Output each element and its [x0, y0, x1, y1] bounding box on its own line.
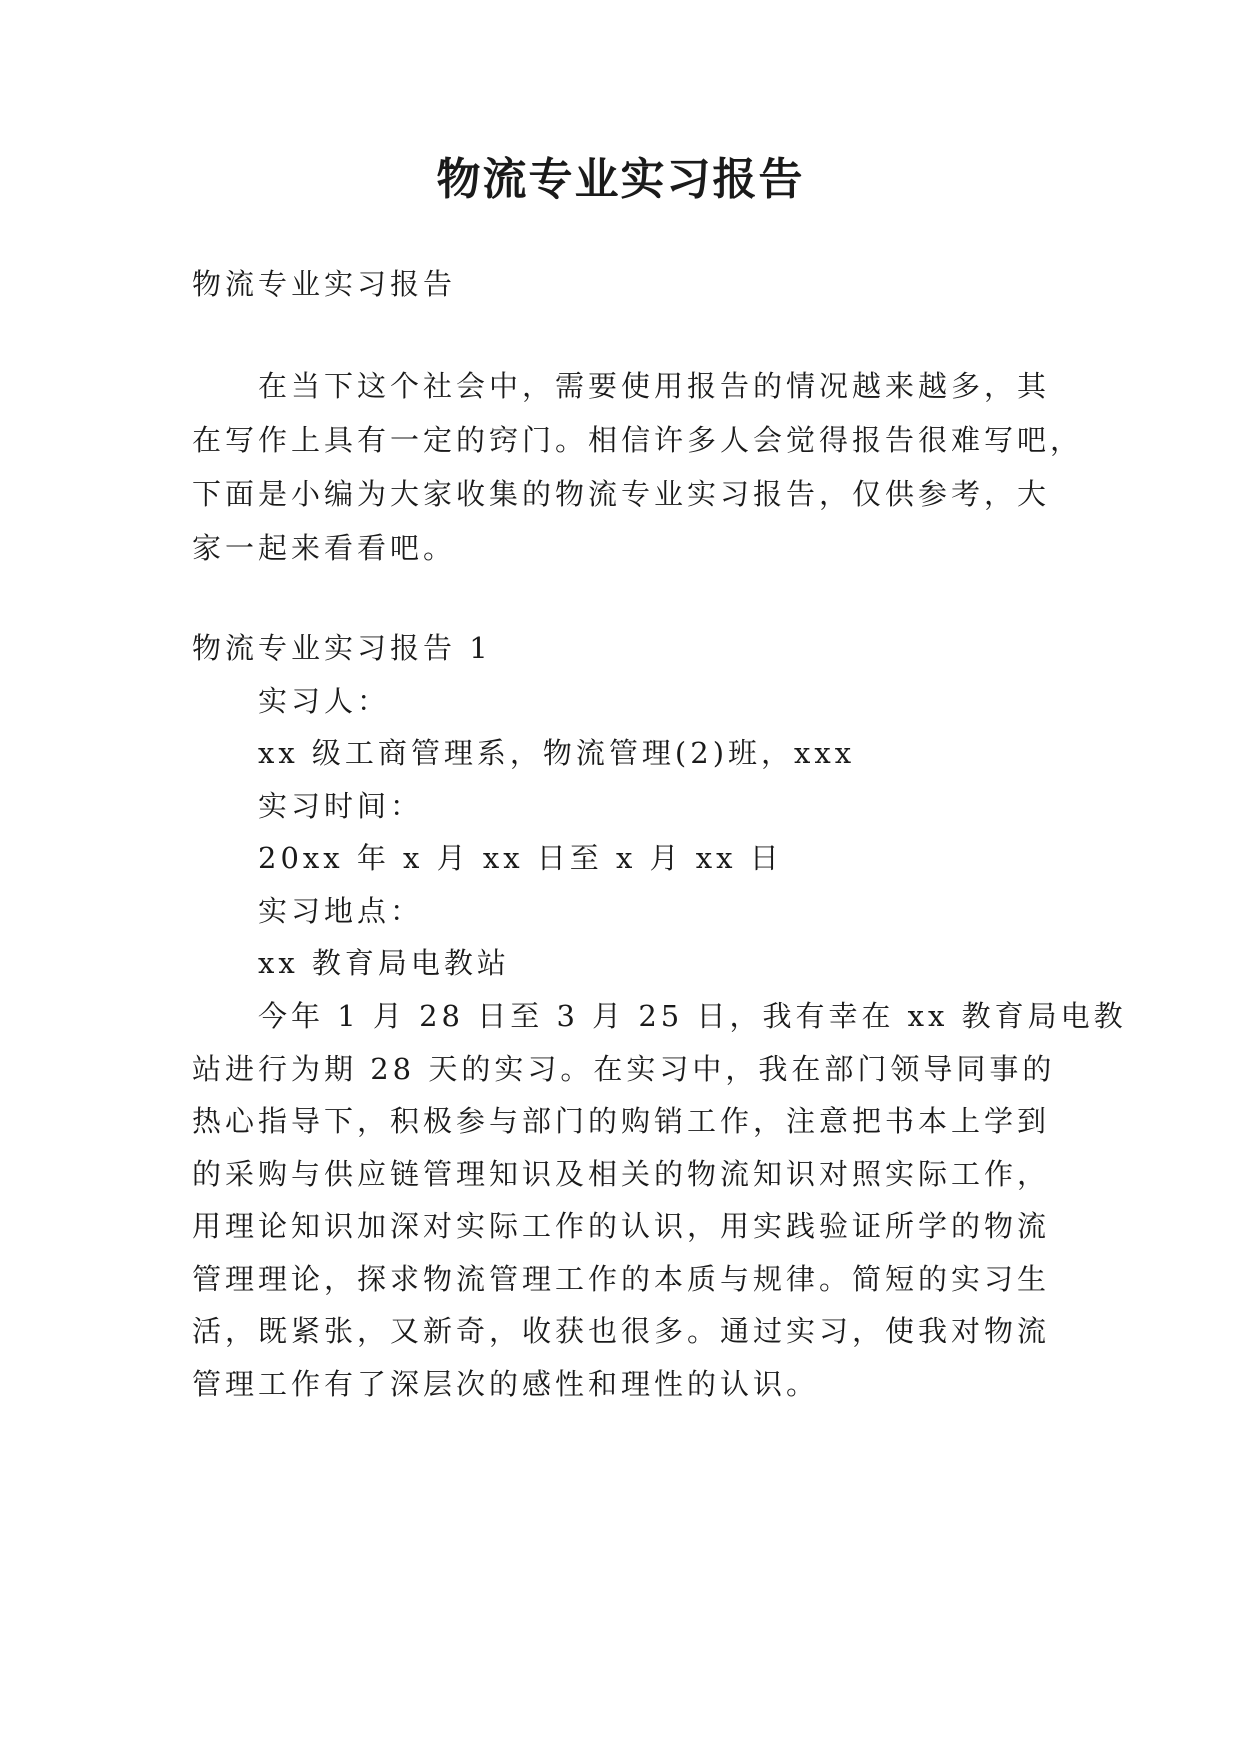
- section-title: 物流专业实习报告 1: [192, 631, 492, 665]
- info-intern-value: xx 级工商管理系，物流管理(2)班，xxx: [258, 736, 856, 770]
- body-line-5: 用理论知识加深对实际工作的认识，用实践验证所学的物流: [192, 1209, 1051, 1243]
- body-line-3: 热心指导下，积极参与部门的购销工作，注意把书本上学到: [192, 1104, 1051, 1138]
- document-title: 物流专业实习报告: [436, 154, 805, 205]
- body-line-1: 今年 1 月 28 日至 3 月 25 日，我有幸在 xx 教育局电教: [258, 999, 1127, 1033]
- info-time-value: 20xx 年 x 月 xx 日至 x 月 xx 日: [258, 841, 783, 875]
- info-intern-label: 实习人：: [258, 684, 391, 718]
- body-line-8: 管理工作有了深层次的感性和理性的认识。: [192, 1367, 820, 1401]
- body-line-6: 管理理论，探求物流管理工作的本质与规律。简短的实习生: [192, 1262, 1051, 1296]
- info-place-label: 实习地点：: [258, 894, 424, 928]
- intro-line-1: 在当下这个社会中，需要使用报告的情况越来越多，其: [258, 369, 1051, 403]
- body-line-7: 活，既紧张，又新奇，收获也很多。通过实习，使我对物流: [192, 1314, 1051, 1348]
- body-line-4: 的采购与供应链管理知识及相关的物流知识对照实际工作，: [192, 1157, 1051, 1191]
- intro-line-3: 下面是小编为大家收集的物流专业实习报告，仅供参考，大: [192, 477, 1051, 511]
- info-place-value: xx 教育局电教站: [258, 946, 510, 980]
- info-time-label: 实习时间：: [258, 789, 424, 823]
- body-line-2: 站进行为期 28 天的实习。在实习中，我在部门领导同事的: [192, 1052, 1056, 1086]
- document-subtitle: 物流专业实习报告: [192, 267, 457, 301]
- intro-line-2: 在写作上具有一定的窍门。相信许多人会觉得报告很难写吧，: [192, 423, 1084, 457]
- intro-line-4: 家一起来看看吧。: [192, 531, 457, 565]
